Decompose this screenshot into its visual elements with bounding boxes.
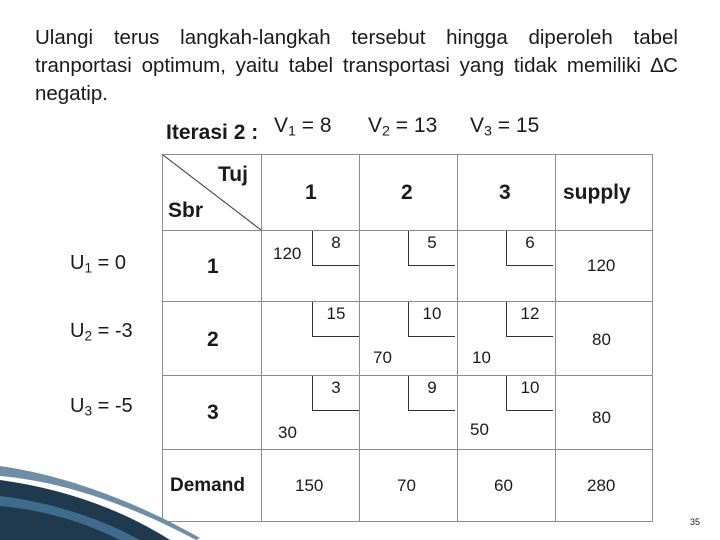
cost-box: 3 [312, 376, 359, 411]
header-supply: supply [563, 181, 631, 204]
total-value: 280 [587, 476, 616, 495]
supply-value: 120 [587, 256, 616, 275]
allocation-value: 70 [373, 348, 392, 367]
page-number: 35 [690, 517, 701, 527]
supply-value: 80 [592, 408, 611, 427]
iteration-label: Iterasi 2 : [166, 121, 259, 144]
u3-label: $U_3 = -5$ [70, 395, 133, 419]
v1-label: $V_1 = 8$ [274, 114, 332, 140]
cost-box: 9 [408, 376, 455, 411]
v3-label: $V_3 = 15$ [470, 114, 540, 140]
allocation-value: 10 [472, 348, 491, 367]
allocation-value: 120 [273, 244, 302, 263]
cost-box: 6 [506, 231, 553, 266]
u2-label: $U_2 = -3$ [70, 320, 133, 344]
header-col-2: 2 [401, 181, 413, 204]
slide-corner-decoration [0, 430, 720, 540]
demand-value: 70 [397, 476, 416, 495]
row-1-label: 1 [207, 255, 219, 278]
row-3-label: 3 [207, 401, 219, 424]
supply-value: 80 [592, 330, 611, 349]
u1-label: $U_1 = 0$ [70, 252, 126, 276]
demand-value: 60 [494, 476, 513, 495]
v2-label: $V_2 = 13$ [368, 114, 438, 140]
cost-box: 5 [408, 231, 455, 266]
cost-box: 10 [506, 376, 553, 411]
demand-label: Demand [170, 475, 245, 496]
cost-box: 12 [506, 302, 553, 337]
cost-box: 10 [408, 302, 455, 337]
cost-box: 15 [312, 302, 359, 337]
cost-box: 8 [312, 231, 359, 266]
demand-value: 150 [295, 476, 324, 495]
header-col-3: 3 [499, 181, 511, 204]
allocation-value: 30 [278, 423, 297, 442]
corner-source-label: Sbr [168, 199, 204, 222]
corner-destination-label: Tuj [218, 163, 248, 186]
header-col-1: 1 [305, 181, 317, 204]
intro-paragraph: Ulangi terus langkah-langkah tersebut hingga diperoleh tabel tranportasi optimum, yaitu tabel transportasi yang tidak memiliki ∆C negatip. [35, 26, 678, 105]
row-2-label: 2 [207, 328, 219, 351]
allocation-value: 50 [470, 420, 489, 439]
